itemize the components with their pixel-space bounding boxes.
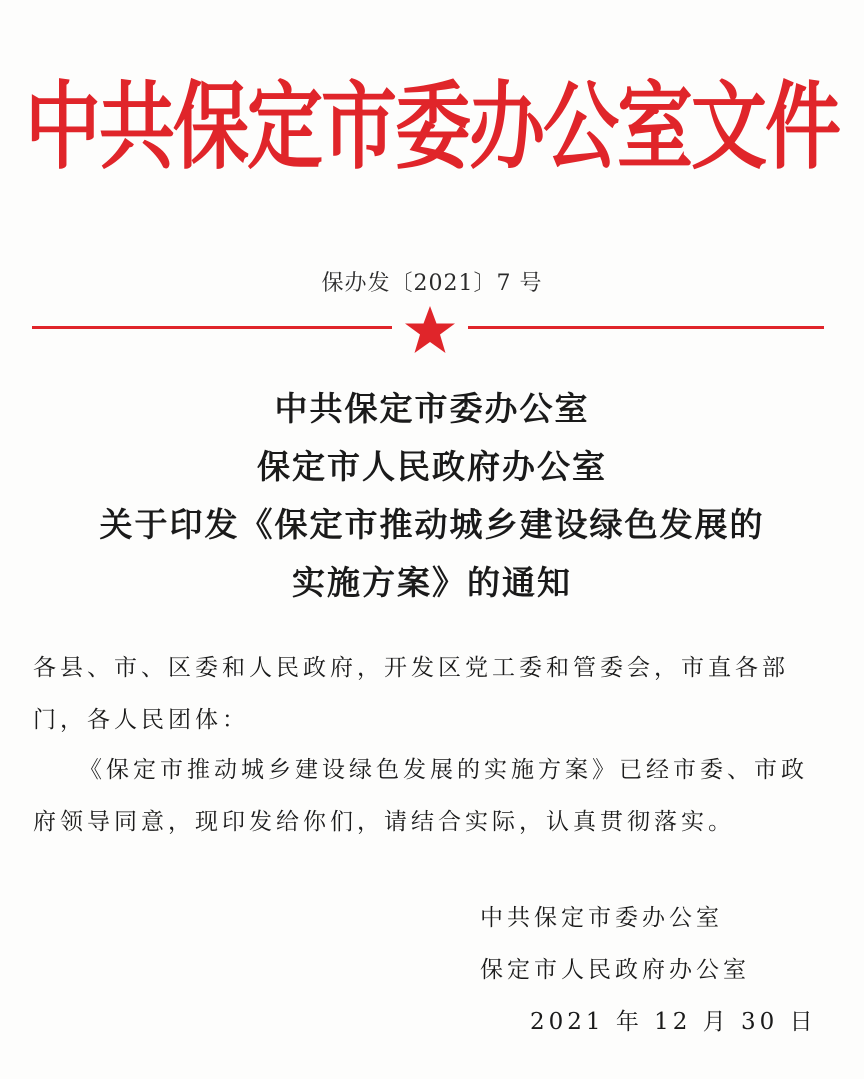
addressee: 各县、市、区委和人民政府，开发区党工委和管委会，市直各部门，各人民团体： (33, 655, 789, 733)
red-rule-left (32, 326, 392, 329)
signature-date: 2021 年 12 月 30 日 (530, 1009, 817, 1035)
title-line-2: 保定市人民政府办公室 (257, 447, 607, 486)
signature-org-2: 保定市人民政府办公室 (480, 957, 750, 983)
document-number: 保办发〔2021〕7 号 (321, 271, 543, 296)
body-paragraph: 《保定市推动城乡建设绿色发展的实施方案》已经市委、市政府领导同意，现印发给你们，请结合实际，认真贯彻落实。 (33, 757, 808, 835)
document-masthead: 中共保定市委办公室文件 (25, 70, 839, 182)
document-title (0, 380, 864, 612)
red-rule-right (468, 326, 824, 329)
signature-org-1: 中共保定市委办公室 (480, 905, 723, 931)
star-icon (404, 304, 456, 356)
title-line-1: 中共保定市委办公室 (274, 389, 590, 428)
title-line-4: 实施方案》的通知 (292, 563, 572, 602)
title-line-3: 关于印发《保定市推动城乡建设绿色发展的 (99, 505, 765, 544)
